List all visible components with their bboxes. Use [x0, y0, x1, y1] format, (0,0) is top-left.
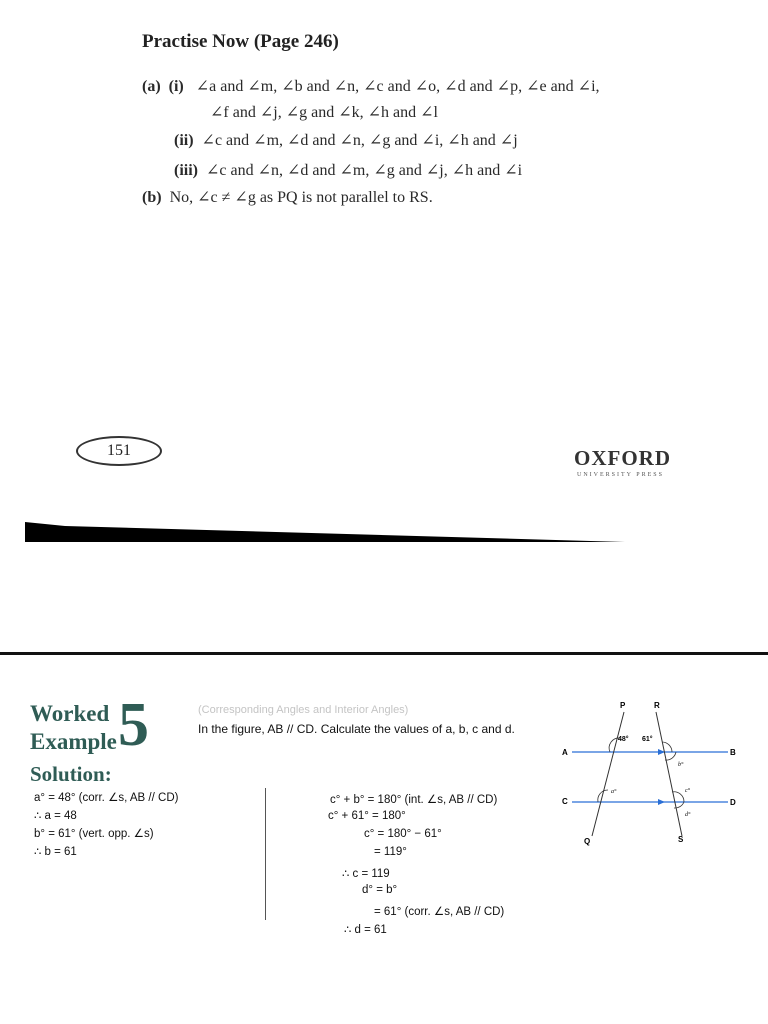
solution-left-line-1: a° = 48° (corr. ∠s, AB // CD): [34, 792, 179, 804]
part-a-ii-label: (ii): [174, 132, 194, 149]
label-a: A: [562, 748, 568, 757]
part-a-i-text-2: ∠f and ∠j, ∠g and ∠k, ∠h and ∠l: [210, 104, 438, 121]
label-c: C: [562, 797, 568, 806]
solution-right-line-2: c° + 61° = 180°: [328, 810, 406, 822]
label-p: P: [620, 701, 626, 710]
part-a-iii-line: [174, 160, 522, 180]
angle-d-label: d°: [685, 812, 691, 818]
arrow-cd: [658, 799, 665, 805]
label-q: Q: [584, 837, 591, 846]
solution-right-line-3: c° = 180° − 61°: [364, 828, 442, 840]
angle-c-label: c°: [685, 788, 691, 794]
page-number-badge: [76, 436, 162, 466]
practise-now-title: Practise Now (Page 246): [142, 31, 339, 52]
label-s: S: [678, 835, 684, 844]
page-divider: [0, 652, 768, 655]
part-b-label: (b): [142, 189, 162, 206]
arc-b: [665, 752, 676, 760]
part-a-iii-text: ∠c and ∠n, ∠d and ∠m, ∠g and ∠j, ∠h and ∠i: [206, 162, 523, 179]
part-a-ii-line: [174, 130, 518, 150]
part-a-iii-label: (iii): [174, 162, 198, 179]
solution-left-line-4: ∴ b = 61: [34, 846, 77, 858]
solution-right-line-7: = 61° (corr. ∠s, AB // CD): [374, 906, 505, 918]
worked-label: Worked: [30, 701, 110, 726]
part-a-label: (a): [142, 78, 161, 95]
solution-left-line-2: ∴ a = 48: [34, 810, 77, 822]
publisher-subtitle: UNIVERSITY PRESS: [577, 472, 664, 478]
solution-right-line-6: d° = b°: [362, 884, 398, 896]
line-pq: [592, 712, 624, 836]
solution-left-line-3: b° = 61° (vert. opp. ∠s): [34, 828, 154, 840]
solution-right-line-8: ∴ d = 61: [344, 924, 387, 936]
part-b-text: No, ∠c ≠ ∠g as PQ is not parallel to RS.: [169, 189, 433, 206]
page-number: 151: [107, 442, 131, 459]
solution-right-line-5: ∴ c = 119: [342, 868, 390, 880]
label-r: R: [654, 701, 660, 710]
example-subtitle: (Corresponding Angles and Interior Angles): [198, 704, 409, 716]
example-question: In the figure, AB // CD. Calculate the values of a, b, c and d.: [198, 722, 515, 736]
angle-48-label: 48°: [618, 736, 629, 743]
label-d: D: [730, 798, 736, 807]
publisher-logo: OXFORD: [574, 446, 671, 470]
part-a-i-line1: [142, 76, 600, 96]
angle-b-label: b°: [678, 762, 684, 768]
solution-right-line-4: = 119°: [374, 846, 407, 858]
part-a-i-label: (i): [168, 78, 184, 95]
example-number: 5: [118, 691, 149, 759]
part-b-line: [142, 187, 433, 207]
line-rs: [656, 712, 682, 836]
solution-heading: Solution:: [30, 762, 112, 786]
solution-column-divider: [265, 788, 266, 920]
part-a-ii-text: ∠c and ∠m, ∠d and ∠n, ∠g and ∠i, ∠h and ∠j: [201, 132, 518, 149]
black-wedge-band: [25, 522, 625, 544]
label-b: B: [730, 748, 736, 757]
parallel-lines-diagram: [558, 696, 738, 856]
angle-61-label: 61°: [642, 736, 653, 743]
angle-a-label: a°: [611, 789, 617, 795]
part-a-i-text-1: ∠a and ∠m, ∠b and ∠n, ∠c and ∠o, ∠d and ∠p, ∠e and ∠i,: [195, 78, 600, 95]
solution-right-line-1: c° + b° = 180° (int. ∠s, AB // CD): [330, 794, 498, 806]
example-label: Example: [30, 729, 117, 754]
